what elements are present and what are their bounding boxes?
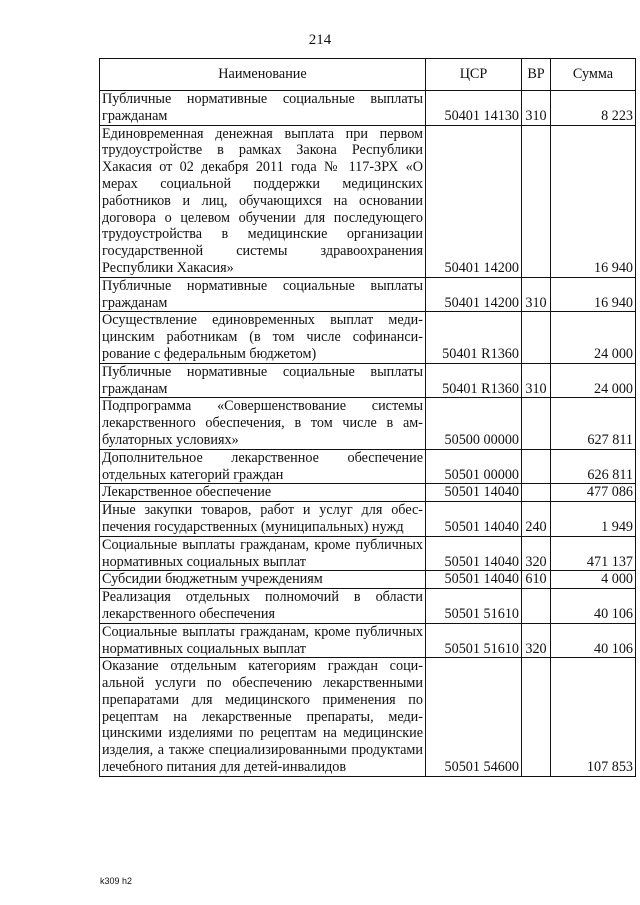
cell-vr	[522, 449, 551, 484]
cell-sum: 477 086	[551, 484, 636, 502]
cell-name: Социальные выплаты гражданам, кроме публичных нормативных социальных выплат	[100, 623, 426, 658]
table-row	[100, 502, 636, 537]
table-row	[100, 277, 636, 312]
cell-vr	[522, 125, 551, 277]
column-header-name: Наименование	[100, 59, 426, 91]
cell-name: Подпрограмма «Совершенствование системы лекарственного обеспечения, в том числе в амбулаторных условиях»	[100, 398, 426, 449]
cell-vr: 320	[522, 623, 551, 658]
cell-sum: 40 106	[551, 589, 636, 624]
cell-sum: 8 223	[551, 91, 636, 126]
cell-name: Дополнительное лекарственное обеспечение отдельных категорий граждан	[100, 449, 426, 484]
cell-name: Публичные нормативные социальные выплаты гражданам	[100, 363, 426, 398]
cell-vr: 610	[522, 571, 551, 589]
cell-csr: 50401 R1360	[426, 363, 522, 398]
table-row	[100, 536, 636, 571]
cell-name: Единовременная денежная выплата при первом трудоустройстве в рамках Закона Республики Хакасия от 02 декабря 2011 года № 117-ЗРХ «О мерах социальной поддержки медицинских работников и лиц, обучающихся на основании договора о целевом обучении для последующего трудоустройства в медицинские организации государственной системы здравоохранения Республики Хакасия»	[100, 125, 426, 277]
footer-code: k309 h2	[100, 876, 133, 886]
table-header-row	[100, 59, 636, 91]
cell-csr: 50401 R1360	[426, 312, 522, 363]
cell-name: Иные закупки товаров, работ и услуг для обеспечения государственных (муниципальных) нужд	[100, 502, 426, 537]
cell-vr	[522, 312, 551, 363]
cell-csr: 50501 00000	[426, 449, 522, 484]
cell-csr: 50501 14040	[426, 571, 522, 589]
table-row	[100, 363, 636, 398]
table-row	[100, 658, 636, 777]
table-row	[100, 125, 636, 277]
cell-csr: 50500 00000	[426, 398, 522, 449]
cell-vr: 310	[522, 277, 551, 312]
cell-csr: 50501 14040	[426, 484, 522, 502]
table-row	[100, 589, 636, 624]
cell-sum: 40 106	[551, 623, 636, 658]
cell-vr: 240	[522, 502, 551, 537]
cell-vr	[522, 484, 551, 502]
table-row	[100, 623, 636, 658]
cell-name: Публичные нормативные социальные выплаты гражданам	[100, 277, 426, 312]
table-row	[100, 449, 636, 484]
page-number: 214	[308, 32, 332, 48]
column-header-vr: ВР	[522, 59, 551, 91]
cell-name: Социальные выплаты гражданам, кроме публичных нормативных социальных выплат	[100, 536, 426, 571]
cell-vr: 310	[522, 363, 551, 398]
table-row	[100, 484, 636, 502]
column-header-csr: ЦСР	[426, 59, 522, 91]
cell-name: Субсидии бюджетным учреждениям	[100, 571, 426, 589]
cell-csr: 50501 14040	[426, 536, 522, 571]
cell-csr: 50501 54600	[426, 658, 522, 777]
cell-sum: 4 000	[551, 571, 636, 589]
cell-sum: 16 940	[551, 277, 636, 312]
cell-sum: 107 853	[551, 658, 636, 777]
table-row	[100, 398, 636, 449]
cell-vr	[522, 589, 551, 624]
cell-csr: 50401 14130	[426, 91, 522, 126]
cell-sum: 626 811	[551, 449, 636, 484]
cell-sum: 24 000	[551, 363, 636, 398]
cell-csr: 50501 51610	[426, 589, 522, 624]
cell-name: Осуществление единовременных выплат медицинским работникам (в том числе софинансирование с федеральным бюджетом)	[100, 312, 426, 363]
cell-csr: 50401 14200	[426, 277, 522, 312]
cell-sum: 24 000	[551, 312, 636, 363]
cell-sum: 471 137	[551, 536, 636, 571]
cell-csr: 50401 14200	[426, 125, 522, 277]
cell-vr: 310	[522, 91, 551, 126]
table-body	[100, 91, 636, 777]
cell-vr	[522, 398, 551, 449]
cell-vr	[522, 658, 551, 777]
cell-vr: 320	[522, 536, 551, 571]
cell-name: Публичные нормативные социальные выплаты гражданам	[100, 91, 426, 126]
cell-name: Лекарственное обеспечение	[100, 484, 426, 502]
cell-name: Реализация отдельных полномочий в области лекарственного обеспечения	[100, 589, 426, 624]
column-header-sum: Сумма	[551, 59, 636, 91]
budget-table	[99, 58, 636, 777]
cell-csr: 50501 51610	[426, 623, 522, 658]
table-row	[100, 571, 636, 589]
table-row	[100, 312, 636, 363]
cell-name: Оказание отдельным категориям граждан социальной услуги по обеспечению лекарственными препаратами для медицинского применения по рецептам на лекарственные препараты, медицинскими изделиями по рецептам на медицинские изделия, а также специализированными продуктами лечебного питания для детей-инвалидов	[100, 658, 426, 777]
table-row	[100, 91, 636, 126]
cell-csr: 50501 14040	[426, 502, 522, 537]
cell-sum: 627 811	[551, 398, 636, 449]
cell-sum: 1 949	[551, 502, 636, 537]
cell-sum: 16 940	[551, 125, 636, 277]
